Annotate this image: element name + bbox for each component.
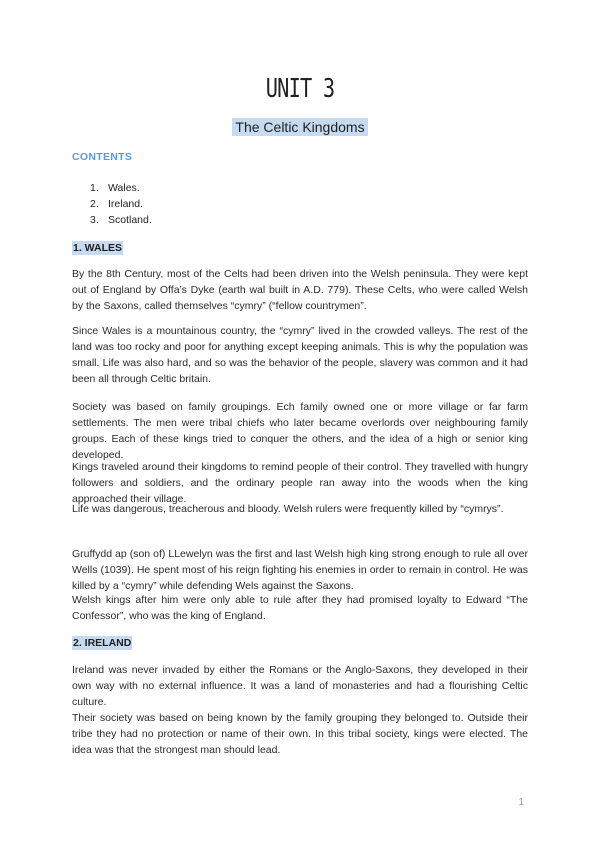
paragraph: Kings traveled around their kingdoms to remind people of their control. They travelled with hungry followers and soldiers, and the ordinary people ran away into the woods when the king approached their village. bbox=[72, 461, 528, 505]
paragraph: Their society was based on being known by the family grouping they belonged to. Outside their tribe they had no protection or name of their own. In this tribal society, kings were elected. The idea was that the strongest man should lead. bbox=[72, 712, 528, 756]
paragraph: Welsh kings after him were only able to rule after they had promised loyalty to Edward “The Confessor”, who was the king of England. bbox=[72, 594, 528, 622]
subtitle-wrap bbox=[0, 118, 600, 137]
contents-list bbox=[90, 180, 152, 228]
contents-label: CONTENTS bbox=[72, 151, 133, 163]
paragraph: Gruffydd ap (son of) LLewelyn was the first and last Welsh high king strong enough to rule all over Wells (1039). He spent most of his reign fighting his enemies in order to remain in control. He was killed by a “cymry” while defending Wels against the Saxons. bbox=[72, 548, 528, 592]
unit-title: UNIT 3 bbox=[265, 74, 335, 104]
list-item: 2. Ireland. bbox=[90, 198, 144, 210]
section-heading-ireland: 2. IRELAND bbox=[73, 637, 132, 649]
page-number: 1 bbox=[518, 797, 524, 808]
paragraph: Life was dangerous, treacherous and bloody. Welsh rulers were frequently killed by “cymrys”. bbox=[72, 503, 504, 515]
paragraph: Society was based on family groupings. Ech family owned one or more village or far farm settlements. The men were tribal chiefs who later became overlords over neighbouring family groups. Each of these kings tried to conquer the others, and the idea of a high or senior king developed. bbox=[72, 401, 528, 461]
list-item: 1. Wales. bbox=[90, 182, 140, 194]
paragraph: Since Wales is a mountainous country, the “cymry” lived in the crowded valleys. The rest of the land was too rocky and poor for anything except keeping animals. This is why the population was small. Life was also hard, and so was the behavior of the people, slavery was common and it had been all through Celtic britain. bbox=[72, 325, 528, 385]
list-item: 3. Scotland. bbox=[90, 214, 152, 226]
paragraph: By the 8th Century, most of the Celts had been driven into the Welsh peninsula. They were kept out of England by Offa’s Dyke (earth wal built in A.D. 779). These Celts, who were called Welsh by the Saxons, called themselves “cymry” (“fellow countrymen”. bbox=[72, 268, 528, 312]
paragraph: Ireland was never invaded by either the Romans or the Anglo-Saxons, they developed in their own way with no external influence. It was a land of monasteries and had a flourishing Celtic culture. bbox=[72, 664, 528, 708]
section-heading-wales: 1. WALES bbox=[73, 242, 123, 254]
subtitle: The Celtic Kingdoms bbox=[232, 118, 367, 136]
